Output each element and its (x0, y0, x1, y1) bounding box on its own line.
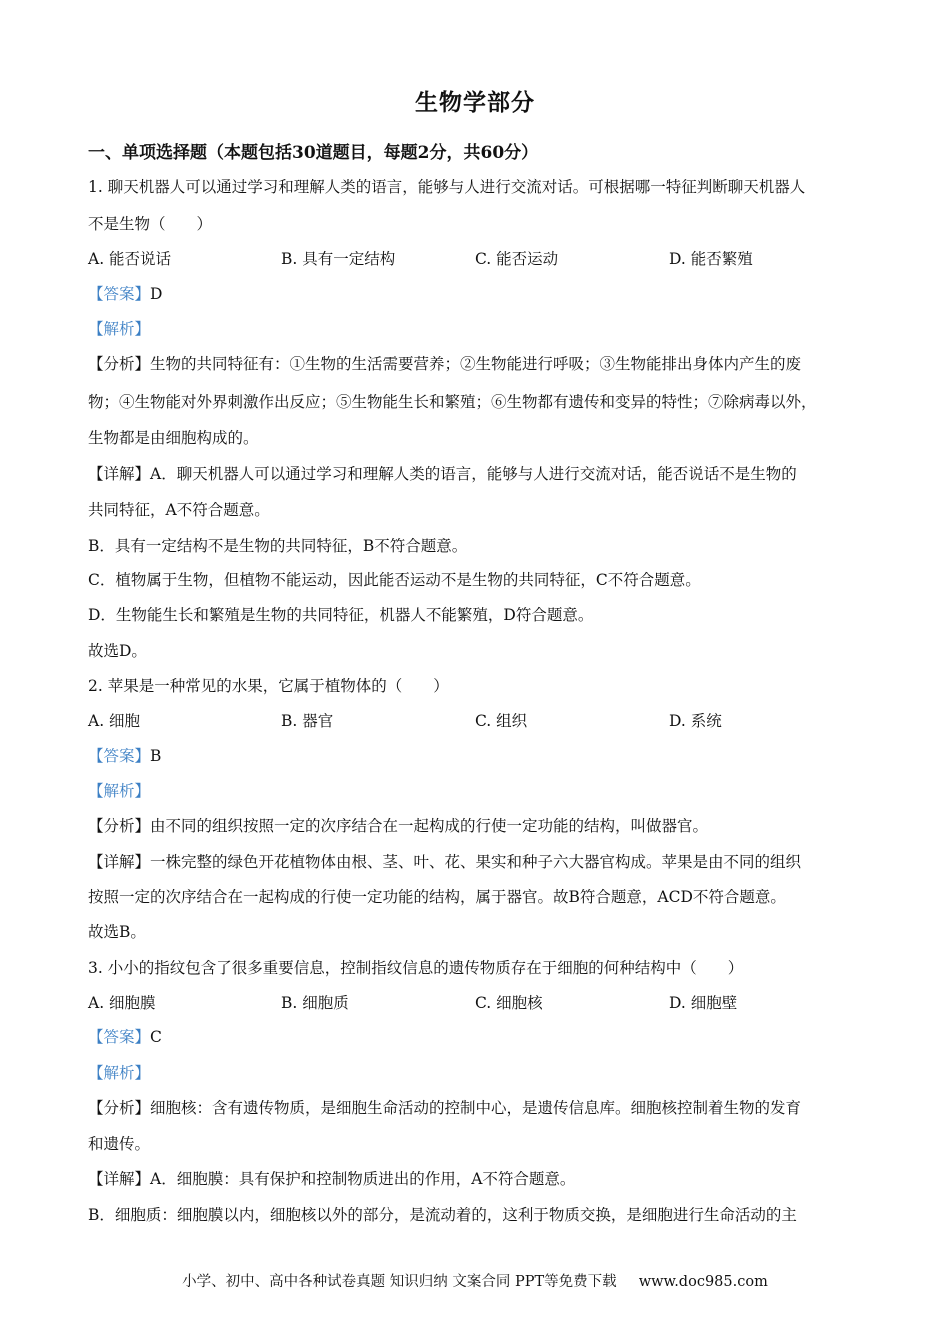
answer-value: D (150, 285, 163, 303)
q2-option-b: B. 器官 (281, 712, 334, 730)
q1-option-b: B. 具有一定结构 (281, 250, 396, 268)
q3-stem: 3. 小小的指纹包含了很多重要信息，控制指纹信息的遗传物质存在于细胞的何种结构中（ ） (88, 959, 744, 977)
page-footer (0, 1270, 950, 1291)
q1-fenxi-line-1 (88, 353, 868, 375)
q3-option-a: A. 细胞膜 (88, 994, 156, 1012)
xiangjie-tag: 【详解】 (88, 1170, 151, 1188)
q1-fenxi-line-2: 物；④生物能对外界刺激作出反应；⑤生物能生长和繁殖；⑥生物都有遗传和变异的特性；⑦除病毒以外， (88, 393, 817, 411)
q1-xiangjie-line-2: 共同特征，A不符合题意。 (88, 501, 270, 519)
q2-xiangjie-line-1 (88, 851, 868, 873)
footer-text: 小学、初中、高中各种试卷真题 知识归纳 文案合同 PPT等免费下载 (182, 1274, 617, 1290)
q1-analysis-tag: 【解析】 (88, 320, 151, 338)
q1-xiangjie-line-1 (88, 463, 868, 485)
q1-stem-line-1: 1. 聊天机器人可以通过学习和理解人类的语言，能够与人进行交流对话。可根据哪一特征判断聊天机器人 (88, 178, 806, 196)
q1-option-a: A. 能否说话 (88, 250, 172, 268)
q1-conclusion: 故选D。 (88, 642, 147, 660)
q1-option-c: C. 能否运动 (475, 250, 559, 268)
q3-answer (88, 1026, 868, 1048)
fenxi-tag: 【分析】 (88, 1099, 151, 1117)
q3-option-c: C. 细胞核 (475, 994, 543, 1012)
q2-conclusion: 故选B。 (88, 923, 146, 941)
answer-tag: 【答案】 (88, 1028, 151, 1046)
q3-xiangjie-line-1 (88, 1168, 868, 1190)
fenxi-text: 细胞核：含有遗传物质，是细胞生命活动的控制中心，是遗传信息库。细胞核控制着生物的发育 (150, 1099, 802, 1117)
answer-value: B (150, 747, 162, 765)
q1-xiangjie-line-5: D．生物能生长和繁殖是生物的共同特征，机器人不能繁殖，D符合题意。 (88, 606, 594, 624)
q3-xiangjie-line-2: B．细胞质：细胞膜以内，细胞核以外的部分，是流动着的，这利于物质交换，是细胞进行生命活动的主 (88, 1206, 797, 1224)
xiangjie-text: 一株完整的绿色开花植物体由根、茎、叶、花、果实和种子六大器官构成。苹果是由不同的组织 (150, 853, 802, 871)
fenxi-tag: 【分析】 (88, 355, 151, 373)
q3-fenxi-line-1 (88, 1097, 868, 1119)
q2-analysis-tag: 【解析】 (88, 782, 151, 800)
answer-tag: 【答案】 (88, 747, 151, 765)
q3-fenxi-line-2: 和遗传。 (88, 1135, 151, 1153)
q2-fenxi (88, 815, 868, 837)
q1-option-d: D. 能否繁殖 (669, 250, 753, 268)
q2-option-d: D. 系统 (669, 712, 722, 730)
page-title: 生物学部分 (415, 89, 535, 116)
xiangjie-tag: 【详解】 (88, 465, 151, 483)
fenxi-tag: 【分析】 (88, 817, 151, 835)
q2-stem: 2. 苹果是一种常见的水果，它属于植物体的（ ） (88, 677, 449, 695)
fenxi-text: 由不同的组织按照一定的次序结合在一起构成的行使一定功能的结构，叫做器官。 (150, 817, 709, 835)
q1-answer (88, 283, 868, 305)
xiangjie-tag: 【详解】 (88, 853, 151, 871)
answer-value: C (150, 1028, 162, 1046)
q2-option-c: C. 组织 (475, 712, 528, 730)
q2-xiangjie-line-2: 按照一定的次序结合在一起构成的行使一定功能的结构，属于器官。故B符合题意，ACD不符合题意。 (88, 888, 786, 906)
q2-option-a: A. 细胞 (88, 712, 141, 730)
q1-stem-line-2: 不是生物（ ） (88, 215, 213, 233)
answer-tag: 【答案】 (88, 285, 151, 303)
q1-xiangjie-line-3: B．具有一定结构不是生物的共同特征，B不符合题意。 (88, 537, 468, 555)
q1-fenxi-line-3: 生物都是由细胞构成的。 (88, 429, 259, 447)
q2-answer (88, 745, 868, 767)
fenxi-text: 生物的共同特征有：①生物的生活需要营养；②生物能进行呼吸；③生物能排出身体内产生的废 (150, 355, 802, 373)
section-heading: 一、单项选择题（本题包括30道题目，每题2分，共60分） (88, 143, 539, 163)
q1-xiangjie-line-4: C．植物属于生物，但植物不能运动，因此能否运动不是生物的共同特征，C不符合题意。 (88, 571, 701, 589)
q3-analysis-tag: 【解析】 (88, 1064, 151, 1082)
xiangjie-text: A．细胞膜：具有保护和控制物质进出的作用，A不符合题意。 (150, 1170, 576, 1188)
q3-option-d: D. 细胞壁 (669, 994, 738, 1012)
xiangjie-text: A．聊天机器人可以通过学习和理解人类的语言，能够与人进行交流对话，能否说话不是生物的 (150, 465, 797, 483)
q3-option-b: B. 细胞质 (281, 994, 349, 1012)
footer-url[interactable]: www.doc985.com (638, 1274, 768, 1290)
